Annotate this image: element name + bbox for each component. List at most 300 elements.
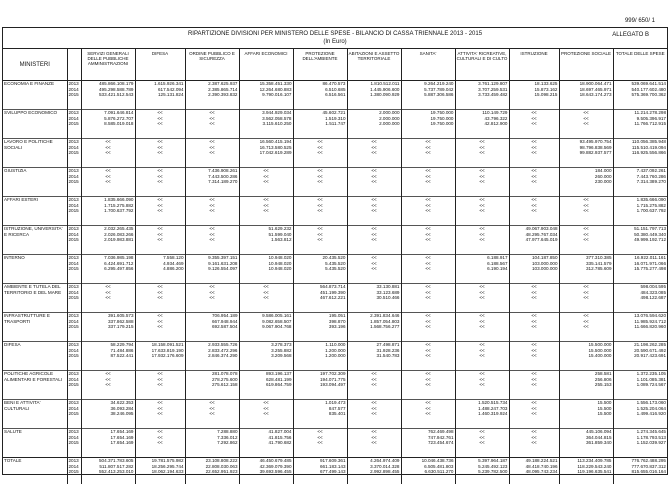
amount-value: 1.857.054.803 <box>370 318 400 324</box>
amount-value: 15.098.215 <box>534 92 558 98</box>
amount-value: << <box>583 115 589 121</box>
amount-cell <box>293 226 347 255</box>
amount-value: << <box>371 231 377 237</box>
report-subtitle: (In Euro) <box>323 39 347 45</box>
year-label: 2013 <box>68 313 79 318</box>
year-label: 2015 <box>68 150 79 156</box>
ministry-name: AFFARI ESTERI <box>3 197 67 226</box>
year-label: 2014 <box>68 202 79 208</box>
amount-cell <box>239 458 293 484</box>
amount-value: 23.108.808.222 <box>205 458 238 463</box>
amount-value: 194.071.775 <box>319 376 346 382</box>
amount-value: 1.372.235.105 <box>636 371 666 376</box>
amount-value: << <box>425 179 431 185</box>
amount-value: 15.873.162 <box>534 86 558 92</box>
column-header: SERVIZI GENERALI DELLE PUBBLICHE AMMINISTRAZIONI <box>81 49 135 81</box>
amount-value: << <box>157 150 163 156</box>
amount-cell <box>559 400 613 429</box>
amount-value: << <box>209 115 215 121</box>
amount-value: << <box>531 382 537 388</box>
amount-value: 552.413.253.010 <box>99 469 134 475</box>
amount-value: 1.563.812 <box>271 237 292 243</box>
amount-value: 1.200.000 <box>325 347 346 353</box>
amount-cell <box>613 342 667 371</box>
amount-value: << <box>531 197 537 202</box>
amount-value: 628.481.199 <box>265 376 292 382</box>
amount-value: << <box>371 376 377 382</box>
amount-cell <box>509 429 559 458</box>
amount-value: 41.790.682 <box>268 440 292 446</box>
amount-value: 7.091.646.814 <box>104 110 134 115</box>
amount-value: 48.418.740.196 <box>525 463 558 469</box>
amount-value: 22.808.030.063 <box>205 463 238 469</box>
amount-value: << <box>479 318 485 324</box>
amount-cell <box>239 81 293 110</box>
amount-value: 49.067.903.048 <box>525 226 558 231</box>
ministry-row <box>3 371 667 400</box>
year-label: 2015 <box>68 121 79 127</box>
amount-cell <box>613 110 667 139</box>
amount-value: << <box>479 313 485 318</box>
amount-value: << <box>531 371 537 376</box>
amount-value: << <box>425 347 431 353</box>
amount-cell <box>401 458 455 484</box>
amount-value: << <box>479 226 485 231</box>
amount-cell <box>185 197 239 226</box>
amount-value: 1.715.275.882 <box>104 202 134 208</box>
year-label: 2015 <box>68 353 79 359</box>
amount-value: 2.391.834.646 <box>370 313 400 318</box>
amount-value: 9.161.631.208 <box>208 260 238 266</box>
amount-value: << <box>317 168 323 173</box>
amount-cell <box>509 371 559 400</box>
column-header: ISTRUZIONE <box>509 49 559 81</box>
amount-value: 723.454.674 <box>427 440 454 446</box>
report-frame <box>2 27 668 475</box>
amount-value: << <box>479 347 485 353</box>
amount-value: << <box>371 168 377 173</box>
amount-value: 3.255.882 <box>271 347 292 353</box>
ministry-name: TOTALE <box>3 458 67 484</box>
amount-cell <box>613 429 667 458</box>
amount-value: 47.977.645.019 <box>525 237 558 243</box>
amount-cell <box>293 81 347 110</box>
amount-value: 9.264.219.240 <box>424 81 454 86</box>
ministry-name: DIFESA <box>3 342 67 371</box>
year-label: 2015 <box>68 411 79 417</box>
amount-value: 10.948.020 <box>268 260 292 266</box>
year-label: 2014 <box>68 463 79 469</box>
amount-cell <box>81 458 135 484</box>
amount-cell <box>401 371 455 400</box>
amount-cell <box>401 110 455 139</box>
amount-value: << <box>531 434 537 440</box>
amount-value: 278.275.600 <box>211 376 238 382</box>
ministry-row <box>3 400 667 429</box>
amount-cell <box>81 168 135 197</box>
amount-value: << <box>157 289 163 295</box>
ministry-name: SALUTE <box>3 429 67 458</box>
amount-value: << <box>157 405 163 411</box>
amount-value: 3.370.014.328 <box>370 463 400 469</box>
amount-value: << <box>371 434 377 440</box>
amount-value: << <box>583 313 589 318</box>
amount-value: 2.992.898.455 <box>370 469 400 475</box>
amount-value: 1.715.275.882 <box>636 202 666 208</box>
amount-value: 1.445.906.600 <box>370 86 400 92</box>
amount-value: << <box>425 266 431 272</box>
amount-value: << <box>157 371 163 376</box>
amount-value: << <box>583 318 589 324</box>
ministry-name: LAVORO E POLITICHE SOCIALI <box>3 139 67 168</box>
amount-value: << <box>157 376 163 382</box>
year-label: 2014 <box>68 376 79 382</box>
year-label: 2015 <box>68 237 79 243</box>
column-header <box>67 49 81 81</box>
year-label: 2015 <box>68 208 79 214</box>
amount-value: << <box>531 347 537 353</box>
amount-value: 256.806 <box>594 376 612 382</box>
amount-value: 197.702.309 <box>319 371 346 376</box>
amount-value: 564.873.714 <box>319 284 346 289</box>
amount-value: 1.835.666.090 <box>636 197 666 202</box>
amount-value: << <box>157 284 163 289</box>
amount-cell <box>455 313 509 342</box>
amount-value: 361.859.340 <box>585 440 612 446</box>
ministry-row <box>3 458 667 484</box>
column-header: SANITA' <box>401 49 455 81</box>
amount-cell <box>81 197 135 226</box>
amount-cell <box>185 226 239 255</box>
amount-cell <box>293 371 347 400</box>
amount-cell <box>613 255 667 284</box>
amount-cell <box>185 313 239 342</box>
amount-value: 34.622.353 <box>110 400 134 405</box>
amount-value: 17.042.619.289 <box>259 150 292 156</box>
amount-cell <box>135 255 185 284</box>
amount-value: << <box>371 144 377 150</box>
amount-value: << <box>371 208 377 214</box>
amount-cell <box>347 313 401 342</box>
amount-value: 42.812.900 <box>484 121 508 127</box>
amount-cell <box>347 342 401 371</box>
amount-value: << <box>583 121 589 127</box>
amount-value: << <box>425 353 431 359</box>
amount-value: 445.106.094 <box>585 429 612 434</box>
amount-value: << <box>105 382 111 388</box>
amount-cell <box>455 342 509 371</box>
year-label: 2013 <box>68 400 79 405</box>
amount-value: << <box>425 173 431 179</box>
amount-cell <box>347 81 401 110</box>
amount-cell <box>613 139 667 168</box>
year-label: 2014 <box>68 173 79 179</box>
amount-cell <box>81 313 135 342</box>
amount-cell <box>509 400 559 429</box>
amount-value: 1.274.345.645 <box>636 429 666 434</box>
amount-value: 511.807.517.282 <box>99 463 134 469</box>
amount-value: 41.827.004 <box>268 429 292 434</box>
amount-value: 17.932.176.609 <box>151 353 184 359</box>
amount-value: 1.556.173.060 <box>636 400 666 405</box>
amount-value: << <box>209 237 215 243</box>
amount-value: << <box>209 231 215 237</box>
amount-value: << <box>263 400 269 405</box>
amount-cell <box>239 371 293 400</box>
amount-value: 193.094.497 <box>319 382 346 388</box>
year-cell <box>67 458 81 484</box>
amount-value: 9.505.396.917 <box>636 115 666 121</box>
amount-cell <box>293 139 347 168</box>
amount-cell <box>559 81 613 110</box>
amount-value: << <box>371 179 377 185</box>
amount-cell <box>509 110 559 139</box>
amount-cell <box>293 458 347 484</box>
amount-value: << <box>371 405 377 411</box>
amount-value: 619.864.759 <box>265 382 292 388</box>
amount-cell <box>135 284 185 313</box>
amount-value: << <box>157 295 163 301</box>
year-label: 2013 <box>68 197 79 202</box>
amount-cell <box>559 110 613 139</box>
amount-value: 393.196 <box>328 324 346 330</box>
amount-cell <box>81 429 135 458</box>
amount-cell <box>347 371 401 400</box>
year-label: 2014 <box>68 289 79 295</box>
amount-value: 39.693.596.455 <box>259 469 292 475</box>
amount-cell <box>347 168 401 197</box>
amount-value: 5.239.782.500 <box>478 469 508 475</box>
amount-value: 7.443.500.286 <box>208 173 238 179</box>
amount-value: 19.781.575.982 <box>151 458 184 463</box>
amount-cell <box>559 458 613 484</box>
amount-value: << <box>371 371 377 376</box>
amount-value: << <box>479 295 485 301</box>
amount-value: 51.151.797.713 <box>634 226 666 231</box>
amount-value: 15.400.000 <box>588 353 612 359</box>
amount-cell <box>135 110 185 139</box>
amount-value: 4.264.974.409 <box>370 458 400 463</box>
amount-value: << <box>425 202 431 208</box>
amount-value: << <box>317 434 323 440</box>
amount-value: << <box>105 150 111 156</box>
amount-value: << <box>317 429 323 434</box>
year-cell <box>67 313 81 342</box>
ministry-row <box>3 139 667 168</box>
amount-cell <box>135 139 185 168</box>
amount-value: << <box>209 295 215 301</box>
amount-value: << <box>157 318 163 324</box>
year-label: 2013 <box>68 429 79 434</box>
amount-cell <box>81 342 135 371</box>
amount-value: 1.568.756.277 <box>370 324 400 330</box>
amount-value: 195.051 <box>328 313 346 318</box>
amount-value: << <box>583 226 589 231</box>
amount-value: << <box>371 139 377 144</box>
amount-value: 5.397.964.187 <box>478 458 508 463</box>
amount-cell <box>81 226 135 255</box>
amount-value: 31.928.236 <box>376 347 400 353</box>
amount-value: 2.019.983.881 <box>104 237 134 243</box>
year-label: 2014 <box>68 318 79 324</box>
amount-cell <box>559 226 613 255</box>
amount-value: 7.036.985.198 <box>104 255 134 260</box>
amount-value: << <box>425 400 431 405</box>
amount-value: 2.000.000 <box>379 115 400 121</box>
amount-value: << <box>209 226 215 231</box>
amount-value: 1.019.473 <box>325 400 346 405</box>
amount-value: 1.200.000 <box>325 353 346 359</box>
amount-value: 125.131.824 <box>157 92 184 98</box>
amount-value: 17.654.169 <box>110 440 134 446</box>
amount-value: << <box>425 150 431 156</box>
amount-value: << <box>425 382 431 388</box>
amount-value: 1.810.512.011 <box>370 81 400 86</box>
amount-cell <box>455 197 509 226</box>
amount-value: 118.229.543.240 <box>577 463 612 469</box>
amount-value: << <box>157 197 163 202</box>
amount-value: 815.655.016.164 <box>631 469 666 475</box>
amount-value: 15.500.000 <box>588 342 612 347</box>
amount-value: 1.519.310 <box>325 115 346 121</box>
amount-value: 2.385.865.714 <box>208 86 238 92</box>
amount-value: 16.560.415.194 <box>259 139 292 144</box>
amount-value: 335.141.579 <box>585 260 612 266</box>
amount-value: 667.948.944 <box>211 318 238 324</box>
year-label: 2013 <box>68 458 79 463</box>
amount-cell <box>401 255 455 284</box>
amount-cell <box>347 429 401 458</box>
amount-value: 258.581 <box>594 371 612 376</box>
year-label: 2015 <box>68 266 79 272</box>
amount-value: 847.577 <box>328 405 346 411</box>
amount-value: 1.101.085.381 <box>636 376 666 382</box>
amount-value: << <box>425 295 431 301</box>
amount-value: 3.733.459.482 <box>478 92 508 98</box>
amount-value: << <box>425 289 431 295</box>
amount-value: 15.500.000 <box>588 347 612 353</box>
amount-cell <box>613 284 667 313</box>
amount-cell <box>347 197 401 226</box>
amount-value: << <box>531 139 537 144</box>
ministry-name: POLITICHE AGRICOLE ALIMENTARI E FORESTALI <box>3 371 67 400</box>
ministry-row <box>3 168 667 197</box>
amount-cell <box>293 168 347 197</box>
amount-value: 3.278.373 <box>271 342 292 347</box>
year-label: 2013 <box>68 342 79 347</box>
amount-value: 1.525.204.064 <box>636 405 666 411</box>
amount-value: << <box>371 382 377 388</box>
amount-value: 391.605.573 <box>107 313 134 318</box>
amount-value: 540.177.602.480 <box>631 86 666 92</box>
amount-value: 48.295.767.034 <box>525 231 558 237</box>
amount-value: << <box>157 144 163 150</box>
amount-value: 275.612.158 <box>211 382 238 388</box>
amount-value: << <box>371 226 377 231</box>
amount-value: 15.775.277.498 <box>634 266 666 272</box>
amount-value: 2.833.472.296 <box>208 347 238 353</box>
amount-value: << <box>371 150 377 156</box>
amount-value: 575.369.700.362 <box>631 92 666 98</box>
amount-cell <box>347 255 401 284</box>
column-header: DIFESA <box>135 49 185 81</box>
year-label: 2014 <box>68 231 79 237</box>
amount-value: << <box>317 197 323 202</box>
year-cell <box>67 197 81 226</box>
amount-value: << <box>479 168 485 173</box>
ministry-row <box>3 110 667 139</box>
amount-value: << <box>425 342 431 347</box>
amount-value: << <box>105 144 111 150</box>
amount-value: << <box>157 226 163 231</box>
amount-cell <box>509 197 559 226</box>
amount-value: << <box>479 237 485 243</box>
amount-value: 18.697.465.971 <box>579 86 612 92</box>
amount-value: << <box>157 237 163 243</box>
amount-value: << <box>157 173 163 179</box>
amount-cell <box>613 458 667 484</box>
amount-value: 2.032.265.435 <box>104 226 134 231</box>
amount-value: << <box>157 400 163 405</box>
year-cell <box>67 429 81 458</box>
ministry-name: ECONOMIA E FINANZE <box>3 81 67 110</box>
amount-cell <box>135 371 185 400</box>
amount-value: << <box>531 342 537 347</box>
amount-value: << <box>531 353 537 359</box>
amount-cell <box>185 400 239 429</box>
ministry-row <box>3 197 667 226</box>
amount-value: << <box>479 179 485 185</box>
year-cell <box>67 139 81 168</box>
amount-value: << <box>157 440 163 446</box>
amount-cell <box>559 342 613 371</box>
amount-value: << <box>317 173 323 179</box>
amount-value: 48.095.743.234 <box>525 469 558 475</box>
amount-value: 7.443.760.286 <box>636 173 666 179</box>
amount-value: 5.887.306.586 <box>424 92 454 98</box>
amount-cell <box>455 400 509 429</box>
amount-value: 18.062.194.633 <box>151 469 184 475</box>
amount-value: 19.750.000 <box>430 110 454 115</box>
amount-value: 10.948.020 <box>268 255 292 260</box>
amount-value: 19.750.000 <box>430 115 454 121</box>
amount-cell <box>185 255 239 284</box>
amount-value: << <box>531 284 537 289</box>
amount-cell <box>559 168 613 197</box>
amount-value: 113.234.409.785 <box>577 458 612 463</box>
amount-cell <box>185 458 239 484</box>
amount-cell <box>81 371 135 400</box>
amount-cell <box>401 342 455 371</box>
amount-value: << <box>371 237 377 243</box>
amount-value: 1.110.000 <box>325 342 346 347</box>
amount-value: << <box>425 231 431 237</box>
amount-value: << <box>209 202 215 208</box>
amount-value: 2.933.555.726 <box>208 342 238 347</box>
amount-value: << <box>263 295 269 301</box>
amount-cell <box>455 226 509 255</box>
amount-cell <box>81 284 135 313</box>
report-header <box>3 28 667 49</box>
year-cell <box>67 81 81 110</box>
amount-value: 504.371.783.605 <box>99 458 134 463</box>
amount-value: << <box>425 197 431 202</box>
amount-value: << <box>425 260 431 266</box>
amount-value: << <box>479 173 485 179</box>
amount-value: 43.796.322 <box>484 115 508 121</box>
amount-value: << <box>157 202 163 208</box>
amount-value: 451.199.390 <box>319 289 346 295</box>
